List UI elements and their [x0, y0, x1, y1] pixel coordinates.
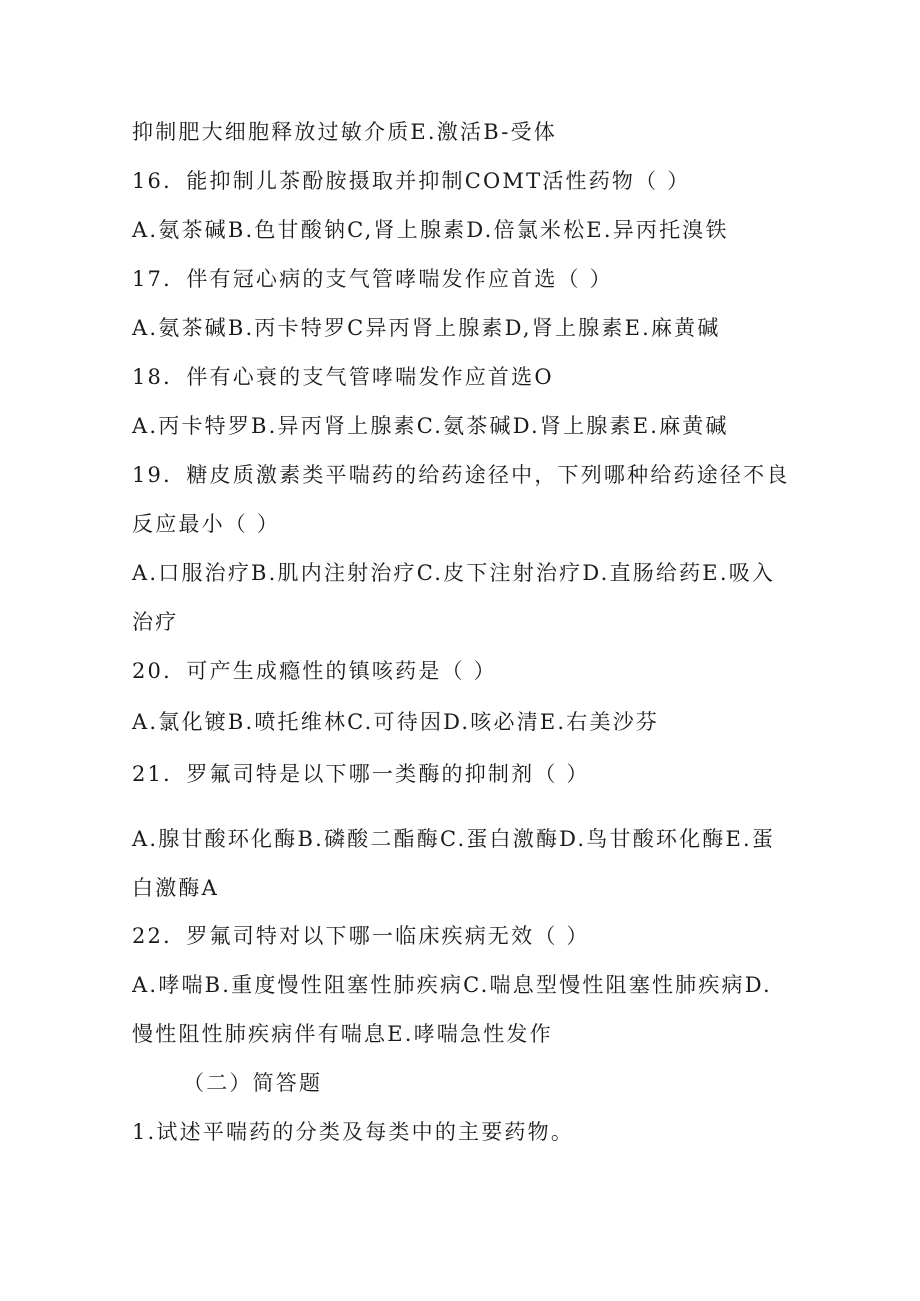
options-16: A.氨茶碱B.色甘酸钠C,肾上腺素D.倍氯米松E.异丙托溴铁: [132, 218, 729, 242]
question-17: 17．伴有冠心病的支气管哮喘发作应首选（ ）: [132, 267, 613, 291]
question-20: 20．可产生成瘾性的镇咳药是（ ）: [132, 659, 497, 683]
question-16: 16．能抑制儿茶酚胺摄取并抑制COMT活性药物（ ）: [132, 169, 691, 193]
question-18: 18．伴有心衰的支气管哮喘发作应首选O: [132, 365, 554, 389]
options-18: A.丙卡特罗B.异丙肾上腺素C.氨茶碱D.肾上腺素E.麻黄碱: [132, 414, 729, 438]
question-19: 19．糖皮质激素类平喘药的给药途径中，下列哪种给药途径不良: [132, 463, 790, 487]
options-22: A.哮喘B.重度慢性阻塞性肺疾病C.喘息型慢性阻塞性肺疾病D.: [132, 973, 772, 997]
options-21: A.腺甘酸环化酶B.磷酸二酯酶C.蛋白激酶D.鸟甘酸环化酶E.蛋: [132, 827, 776, 851]
options-22-cont: 慢性阻性肺疾病伴有喘息E.哮喘急性发作: [132, 1022, 553, 1046]
question-22: 22．罗氟司特对以下哪一临床疾病无效（ ）: [132, 924, 590, 948]
text-line-1: 抑制肥大细胞释放过敏介质E.激活B-受体: [132, 120, 557, 144]
options-19: A.口服治疗B.肌内注射治疗C.皮下注射治疗D.直肠给药E.吸入: [132, 561, 776, 585]
question-19-cont: 反应最小（ ）: [132, 512, 281, 536]
options-21-cont: 白激酶A: [132, 876, 219, 900]
short-answer-question-1: 1.试述平喘药的分类及每类中的主要药物。: [132, 1120, 575, 1144]
options-17: A.氨茶碱B.丙卡特罗C异丙肾上腺素D,肾上腺素E.麻黄碱: [132, 316, 721, 340]
options-19-cont: 治疗: [132, 610, 179, 634]
question-21: 21．罗氟司特是以下哪一类酶的抑制剂（ ）: [132, 762, 590, 786]
options-20: A.氯化镀B.喷托维林C.可待因D.咳必清E.右美沙芬: [132, 710, 660, 734]
section-heading-short-answer: （二）简答题: [183, 1071, 323, 1095]
